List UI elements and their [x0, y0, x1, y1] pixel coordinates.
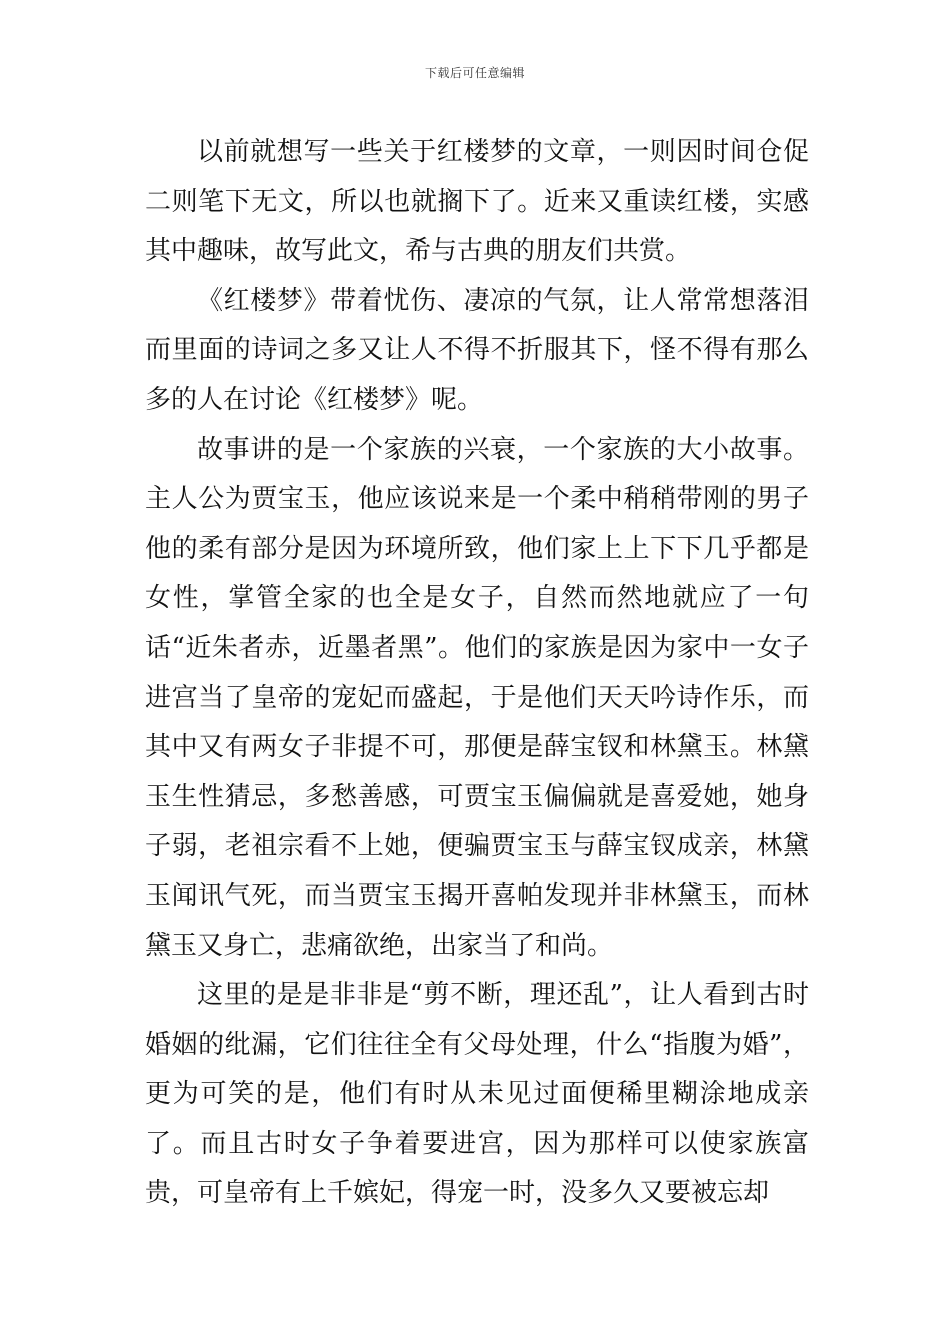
- paragraph-2: 《红楼梦》带着忧伤、凄凉的气氛，让人常常想落泪而里面的诗词之多又让人不得不折服其下，怪不得有那么多的人在讨论《红楼梦》呢。: [145, 285, 809, 415]
- paragraph-1: 以前就想写一些关于红楼梦的文章，一则因时间仓促二则笔下无文，所以也就搁下了。近来又重读红楼，实感其中趣味，故写此文，希与古典的朋友们共赏。: [145, 137, 809, 267]
- paragraph-4: 这里的是是非非是“剪不断，理还乱”，让人看到古时婚姻的纰漏，它们往往全有父母处理，什么“指腹为婚”，更为可笑的是，他们有时从未见过面便稀里糊涂地成亲了。而且古时女子争着要进宫，因为那样可以使家族富贵，可皇帝有上千嫔妃，得宠一时，没多久又要被忘却: [145, 980, 809, 1209]
- paragraph-3: 故事讲的是一个家族的兴衰，一个家族的大小故事。主人公为贾宝玉，他应该说来是一个柔中稍稍带刚的男子他的柔有部分是因为环境所致，他们家上上下下几乎都是女性，掌管全家的也全是女子，自然而然地就应了一句话“近朱者赤，近墨者黑”。他们的家族是因为家中一女子进宫当了皇帝的宠妃而盛起，于是他们天天吟诗作乐，而其中又有两女子非提不可，那便是薛宝钗和林黛玉。林黛玉生性猜忌，多愁善感，可贾宝玉偏偏就是喜爱她，她身子弱，老祖宗看不上她，便骗贾宝玉与薛宝钗成亲，林黛玉闻讯气死，而当贾宝玉揭开喜帕发现并非林黛玉，而林黛玉又身亡，悲痛欲绝，出家当了和尚。: [145, 434, 809, 961]
- document-body: [145, 128, 809, 1219]
- page-header: 下载后可任意编辑: [424, 66, 525, 80]
